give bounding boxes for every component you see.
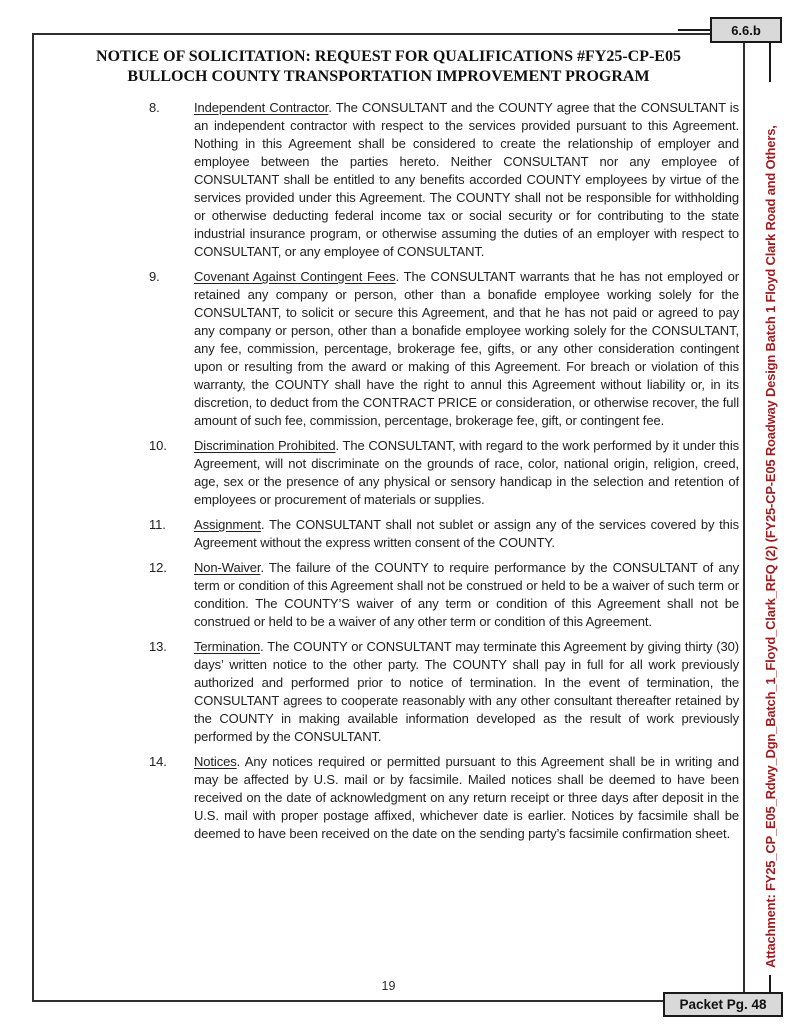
paragraph-separator: . [328, 100, 336, 115]
paragraph-heading: Non-Waiver [194, 560, 261, 575]
paragraph-heading: Assignment [194, 517, 261, 532]
attachment-caption-vertical: Attachment: FY25_CP_E05_Rdwy_Dgn_Batch_1_Floyd_Clark_RFQ (2) (FY25-CP-E05 Roadway Design Batch 1 Floyd Clark Road and Others, [763, 125, 778, 968]
paragraph-number: 11. [149, 517, 166, 532]
paragraph-number: 13. [149, 639, 167, 654]
paragraph-8 [149, 99, 739, 261]
paragraph-separator: . [335, 438, 343, 453]
paragraph-body: The CONSULTANT, with regard to the work performed by it under this Agreement, will not discriminate on the grounds of race, color, national origin, religion, creed, age, sex or the presence of any physical or sensory handicap in the selection and retention of employees or procurement of materials or supplies. [194, 438, 740, 507]
page-number: 19 [381, 979, 396, 993]
paragraph-separator: . [260, 517, 269, 532]
paragraph-heading: Discrimination Prohibited [194, 438, 336, 453]
paragraph-body: The CONSULTANT and the COUNTY agree that the CONSULTANT is an independent contractor with respect to the services provided pursuant to this Agreement. Nothing in this Agreement shall be considered to create the relationship of employer and employee between the parties hereto. Neither CONSULTANT nor any employee of CONSULTANT shall be entitled to any benefits accorded COUNTY employees by virtue of the services provided under this Agreement. The COUNTY shall not be responsible for withholding or otherwise deducting federal income tax or social security or for contributing to the state industrial insurance program, or otherwise assuming the duties of an employer with respect to CONSULTANT, or any employee of CONSULTANT. [194, 100, 739, 259]
paragraph-body: The CONSULTANT shall not sublet or assign any of the services covered by this Agreement without the express written consent of the COUNTY. [194, 517, 739, 550]
paragraph-heading: Notices [194, 754, 237, 769]
paragraph-number: 9. [149, 269, 160, 284]
paragraph-heading: Covenant Against Contingent Fees [194, 269, 396, 284]
paragraph-body: The CONSULTANT warrants that he has not employed or retained any company or person, other than a bonafide employee working solely for the CONSULTANT, to solicit or secure this Agreement, and that he has not paid or agreed to pay any company or person, other than a bonafide employee working solely for the CONSULTANT, any fee, commission, percentage, brokerage fee, gifts, or any other consideration contingent upon or resulting from the award or making of this Agreement. For breach or violation of this warranty, the COUNTY shall have the right to annul this Agreement without liability or, in its discretion, to deduct from the CONTRACT PRICE or consideration, or otherwise recover, the full amount of such fee, commission, percentage, brokerage fee, gift, or contingent fee. [194, 269, 739, 428]
paragraph-text [194, 437, 739, 509]
paragraph-10 [149, 437, 739, 509]
paragraph-heading: Termination [194, 639, 261, 654]
document-title-line1: NOTICE OF SOLICITATION: REQUEST FOR QUALIFICATIONS #FY25-CP-E05 [96, 48, 681, 65]
paragraph-text [194, 638, 739, 746]
corner-tag-connector-line [678, 29, 710, 31]
paragraph-separator: . [395, 269, 404, 284]
paragraph-body: The failure of the COUNTY to require performance by the CONSULTANT of any term or condition of this Agreement shall not be construed or held to be a waiver of such term or condition. The COUNTY’S waiver of any term or condition of this Agreement shall not be construed or held to be a waiver of any other term or condition of this Agreement. [194, 560, 739, 629]
paragraph-separator: . [260, 639, 268, 654]
packet-page-label: Packet Pg. 48 [679, 997, 767, 1012]
paragraph-9 [149, 268, 739, 430]
numbered-paragraph-list [149, 99, 739, 850]
paragraph-body: The COUNTY or CONSULTANT may terminate this Agreement by giving thirty (30) days’ written notice to the other party. The COUNTY shall pay in full for all work previously authorized and performed prior to notice of termination. In the event of termination, the CONSULTANT agrees to cooperate reasonably with any other consultant thereafter retained by the COUNTY in making available information developed as the result of work previously performed by the CONSULTANT. [194, 639, 739, 744]
paragraph-11 [149, 516, 739, 552]
paragraph-number: 12. [149, 560, 167, 575]
paragraph-13 [149, 638, 739, 746]
agenda-item-tag-label: 6.6.b [731, 22, 761, 38]
paragraph-text [194, 268, 739, 430]
paragraph-12 [149, 559, 739, 631]
sidebar-rail-top-line [769, 43, 771, 82]
paragraph-number: 14. [149, 754, 167, 769]
paragraph-number: 8. [149, 100, 160, 115]
paragraph-separator: . [236, 754, 245, 769]
sidebar-rail-bottom-line [769, 975, 771, 993]
document-page [32, 33, 745, 1002]
paragraph-text [194, 99, 739, 261]
paragraph-text [194, 753, 739, 843]
paragraph-14 [149, 753, 739, 843]
paragraph-text [194, 559, 739, 631]
paragraph-separator: . [260, 560, 269, 575]
document-title [34, 47, 743, 87]
paragraph-body: Any notices required or permitted pursuant to this Agreement shall be in writing and may be affected by U.S. mail or by facsimile. Mailed notices shall be deemed to have been received on the date of acknowledgment on any return receipt or three days after deposit in the U.S. mail with proper postage affixed, whichever date is earlier. Notices by facsimile shall be deemed to have been received on the date on the sending party’s facsimile confirmation sheet. [194, 754, 739, 841]
document-title-line2: BULLOCH COUNTY TRANSPORTATION IMPROVEMENT PROGRAM [127, 68, 650, 85]
packet-page-badge [663, 992, 783, 1017]
paragraph-number: 10. [149, 438, 167, 453]
agenda-item-tag [710, 17, 782, 43]
paragraph-text [194, 516, 739, 552]
paragraph-heading: Independent Contractor [194, 100, 329, 115]
